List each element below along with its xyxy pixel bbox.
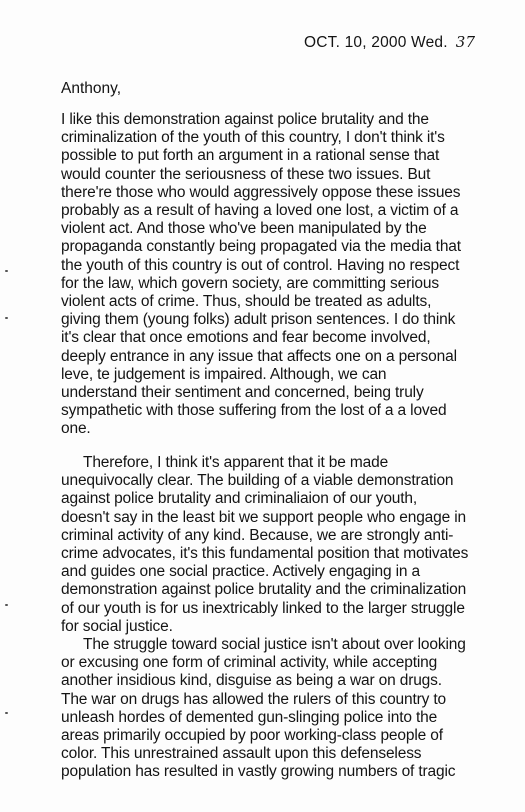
salutation: Anthony, <box>61 80 122 97</box>
paragraph-line: criminal activity of any kind. Because, we are strongly anti- <box>61 526 454 544</box>
paragraph-line: another insidious kind, disguise as being a war on drugs. <box>61 672 442 690</box>
paragraph-line: violent acts of crime. Thus, should be treated as adults, <box>61 293 432 311</box>
paragraph-line: for social justice. <box>61 617 173 635</box>
paragraph-line: demonstration against police brutality and the criminalization <box>61 581 467 599</box>
paragraph-2 <box>61 454 525 636</box>
paragraph-1 <box>61 111 525 439</box>
page-number: 37 <box>455 33 476 51</box>
letter-date: OCT. 10, 2000 Wed. <box>304 34 448 51</box>
paragraph-line: it's clear that once emotions and fear become involved, <box>61 329 431 347</box>
paragraph-line: unequivocally clear. The building of a viable demonstration <box>61 472 454 490</box>
paragraph-line: crime advocates, it's this fundamental position that motivates <box>61 545 469 563</box>
scan-speck <box>5 712 8 714</box>
paragraph-line: The struggle toward social justice isn't about over looking <box>83 636 466 653</box>
scan-speck <box>5 317 8 319</box>
paragraph-line: propaganda constantly being propagated via the media that <box>61 238 461 256</box>
paragraph-line: would counter the seriousness of these two issues. But <box>61 165 431 183</box>
paragraph-line: areas primarily occupied by poor working-class people of <box>61 727 443 745</box>
scan-speck <box>5 270 8 272</box>
paragraph-line: and guides one social practice. Actively engaging in a <box>61 563 420 581</box>
paragraph-line: doesn't say in the least bit we support people who engage in <box>61 508 466 526</box>
paragraph-line: for the law, which govern society, are committing serious <box>61 274 439 292</box>
paragraph-3 <box>61 636 525 782</box>
paragraph-line: giving them (young folks) adult prison sentences. I do think <box>61 311 456 329</box>
paragraph-line: against police brutality and criminaliaion of our youth, <box>61 490 418 508</box>
paragraph-line: leve, te judgement is impaired. Although, we can <box>61 365 387 383</box>
paragraph-line: The war on drugs has allowed the rulers of this country to <box>61 690 447 708</box>
paragraph-line: sympathetic with those suffering from the lost of a a loved <box>61 402 447 420</box>
scan-speck <box>5 604 8 606</box>
paragraph-line: possible to put forth an argument in a rational sense that <box>61 147 440 165</box>
paragraph-line: color. This unrestrained assault upon this defenseless <box>61 745 422 763</box>
paragraph-line: there're those who would aggressively oppose these issues <box>61 183 461 201</box>
paragraph-line: deeply entrance in any issue that affects one on a personal <box>61 347 457 365</box>
paragraph-line: the youth of this country is out of control. Having no respect <box>61 256 460 274</box>
letter-header <box>304 33 475 52</box>
paragraph-line: I like this demonstration against police brutality and the <box>61 111 429 128</box>
paragraph-line: population has resulted in vastly growing numbers of tragic <box>61 763 456 781</box>
paragraph-line: Therefore, I think it's apparent that it be made <box>83 454 389 471</box>
paragraph-line: unleash hordes of demented gun-slinging police into the <box>61 708 438 726</box>
paragraph-line: understand their sentiment and concerned, being truly <box>61 384 424 402</box>
paragraph-line: violent act. And those who've been manipulated by the <box>61 220 427 238</box>
paragraph-line: criminalization of the youth of this country, I don't think it's <box>61 129 445 147</box>
paragraph-line: or excusing one form of criminal activity, while accepting <box>61 654 438 672</box>
paragraph-line: of our youth is for us inextricably linked to the larger struggle <box>61 599 465 617</box>
paragraph-line: probably as a result of having a loved one lost, a victim of a <box>61 202 459 220</box>
paragraph-line: one. <box>61 420 91 438</box>
